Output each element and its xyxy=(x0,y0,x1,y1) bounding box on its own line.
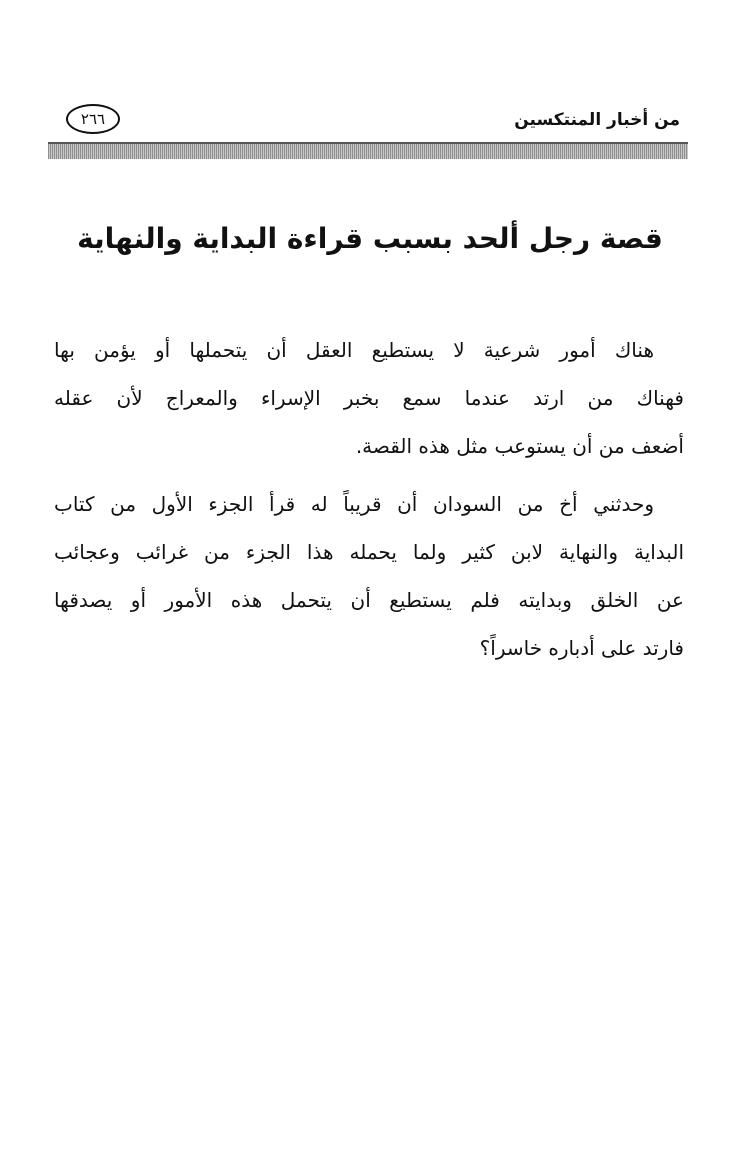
paragraph-line: فارتد على أدباره خاسراً؟ xyxy=(479,636,684,660)
chapter-title: قصة رجل ألحد بسبب قراءة البداية والنهاية xyxy=(77,222,663,255)
page-number: ٢٦٦ xyxy=(66,104,120,134)
running-title: من أخبار المنتكسين xyxy=(514,110,680,130)
page-header xyxy=(52,96,688,142)
header-divider xyxy=(48,142,688,159)
body-text xyxy=(54,326,684,672)
paragraph-2 xyxy=(54,480,684,672)
paragraph-line: أضعف من أن يستوعب مثل هذه القصة. xyxy=(355,434,684,458)
paragraph-line: عن الخلق وبدايته فلم يستطيع أن يتحمل هذه الأمور أو يصدقها xyxy=(54,588,684,612)
paragraph-line: هناك أمور شرعية لا يستطيع العقل أن يتحملها أو يؤمن بها xyxy=(54,338,654,362)
paragraph-line: فهناك من ارتد عندما سمع بخبر الإسراء والمعراج لأن عقله xyxy=(54,386,684,410)
paragraph-line: وحدثني أخ من السودان أن قريباً له قرأ الجزء الأول من كتاب xyxy=(54,492,654,516)
paragraph-line: البداية والنهاية لابن كثير ولما يحمله هذا الجزء من غرائب وعجائب xyxy=(54,540,684,564)
paragraph-1 xyxy=(54,326,684,470)
